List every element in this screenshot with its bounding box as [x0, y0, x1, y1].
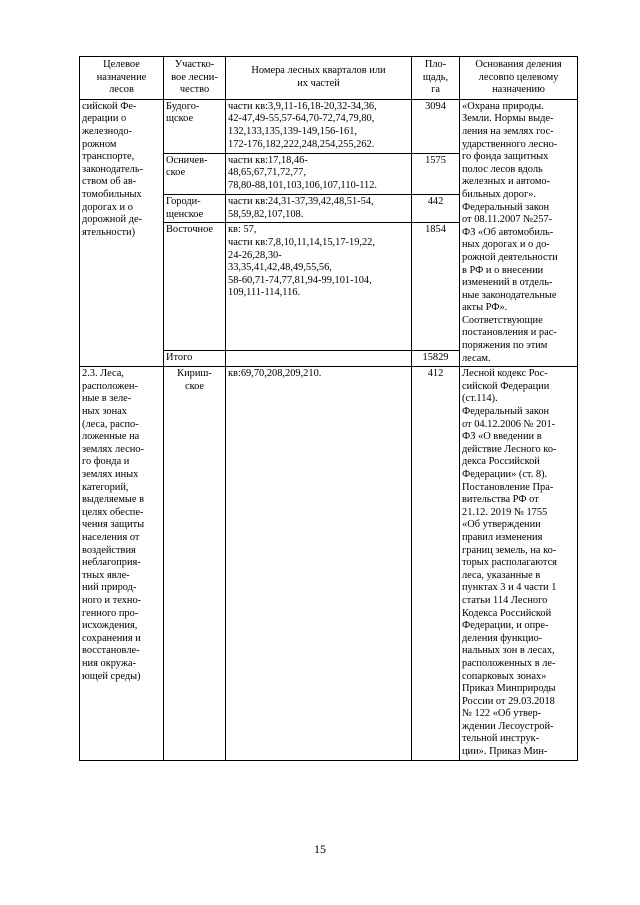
forestry-cell: Кириш- ское [164, 367, 226, 760]
forest-purpose-table [79, 56, 578, 761]
total-empty-cell [226, 351, 412, 367]
table-row [80, 367, 578, 760]
quarters-cell: кв: 57, части кв:7,8,10,11,14,15,17-19,22, 24-26,28,30- 33,35,41,42,48,49,55,56, 58-60,71-74,77,81,94-99,101-104, 109,111-114,116. [226, 223, 412, 351]
quarters-cell: части кв:3,9,11-16,18-20,32-34,36, 42-47,49-55,57-64,70-72,74,79,80, 132,133,135,139-149,156-161, 172-176,182,222,248,254,255,262. [226, 99, 412, 153]
header-area: Пло- щадь, га [412, 57, 460, 100]
purpose-cell: сийской Фе- дерации о железнодо- рожном транспорте, законодатель- ством об ав- томобильных дорогах и о дорожной де- ятельности) [80, 99, 164, 366]
quarters-cell: части кв:24,31-37,39,42,48,51-54, 58,59,82,107,108. [226, 194, 412, 223]
quarters-cell: части кв:17,18,46- 48,65,67,71,72,77, 78,80-88,101,103,106,107,110-112. [226, 153, 412, 194]
header-quarters: Номера лесных кварталов или их частей [226, 57, 412, 100]
area-cell: 1575 [412, 153, 460, 194]
forestry-cell: Восточное [164, 223, 226, 351]
purpose-cell: 2.3. Леса, расположен- ные в зеле- ных зонах (леса, распо- ложенные на землях лесно- го фонда и землях иных категорий, выделяемые в целях обеспе- чения защиты населения от воздействия неблагоприя- тных явле- ний природ- ного и техно- генного про- исхождения, сохранения и восстановле- ния окружа- ющей среды) [80, 367, 164, 760]
basis-cell: «Охрана природы. Земли. Нормы выде- ления на землях гос- ударственного лесно- го фонда защитных полос лесов вдоль железных и автомо- бильных дорог». Федеральный закон от 08.11.2007 №257- ФЗ «Об автомобиль- ных дорогах и о до- рожной деятельности в РФ и о внесении изменений в отдель- ные законодательные акты РФ». Соответствующие постановления и рас- поряжения по этим лесам. [460, 99, 578, 366]
header-basis: Основания деления лесовпо целевому назначению [460, 57, 578, 100]
header-purpose: Целевое назначение лесов [80, 57, 164, 100]
forestry-cell: Городи- щенское [164, 194, 226, 223]
table-row [80, 99, 578, 153]
area-cell: 442 [412, 194, 460, 223]
table-header-row [80, 57, 578, 100]
total-area: 15829 [412, 351, 460, 367]
forestry-cell: Осничев- ское [164, 153, 226, 194]
area-cell: 1854 [412, 223, 460, 351]
page-number: 15 [314, 842, 326, 856]
basis-cell: Лесной кодекс Рос- сийской Федерации (ст.114). Федеральный закон от 04.12.2006 № 201- ФЗ «О введении в действие Лесного ко- декса Российской Федерации» (ст. 8). Постановление Пра- вительства РФ от 21.12. 2019 № 1755 «Об утверждении правил изменения границ земель, на ко- торых располагаются леса, указанные в пунктах 3 и 4 части 1 статьи 114 Лесного Кодекса Российской Федерации, и опре- деления функцио- нальных зон в лесах, расположенных в ле- сопарковых зонах» Приказ Минприроды России от 29.03.2018 № 122 «Об утвер- ждении Лесоустрой- тельной инструк- ции». Приказ Мин- [460, 367, 578, 760]
quarters-cell: кв:69,70,208,209,210. [226, 367, 412, 760]
area-cell: 3094 [412, 99, 460, 153]
header-forestry: Участко- вое лесни- чество [164, 57, 226, 100]
area-cell: 412 [412, 367, 460, 760]
total-label: Итого [164, 351, 226, 367]
forestry-cell: Будого- щское [164, 99, 226, 153]
